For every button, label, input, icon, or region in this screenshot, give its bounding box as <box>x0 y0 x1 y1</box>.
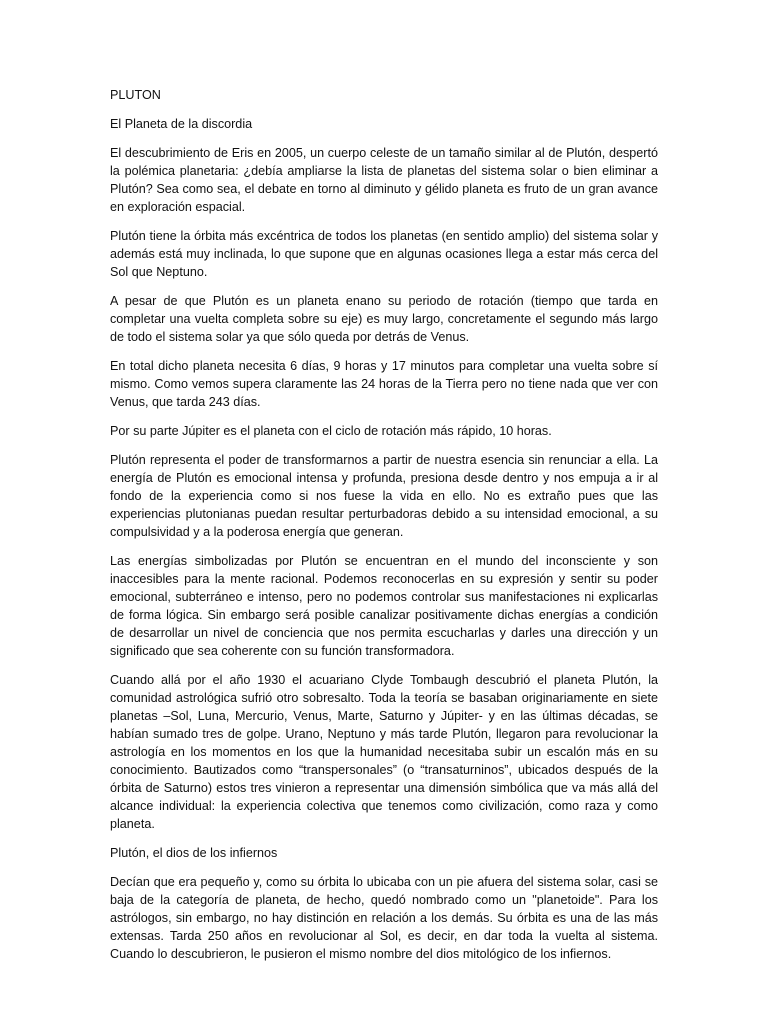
paragraph: Plutón representa el poder de transformarnos a partir de nuestra esencia sin renunciar a ella. La energía de Plutón es emocional intensa y profunda, presiona desde dentro y nos empuja a ir al fondo de la experiencia como si nos fuese la vida en ello. No es extraño pues que las experiencias plutonianas puedan resultar perturbadoras debido a su intensidad emocional, a su compulsividad y a la poderosa energía que generan. <box>110 453 658 539</box>
paragraph: Por su parte Júpiter es el planeta con el ciclo de rotación más rápido, 10 horas. <box>110 424 552 438</box>
paragraph: A pesar de que Plutón es un planeta enano su periodo de rotación (tiempo que tarda en completar una vuelta completa sobre su eje) es muy largo, concretamente el segundo más largo de todo el sistema solar ya que sólo queda por detrás de Venus. <box>110 294 658 344</box>
document-title: PLUTON <box>110 88 161 102</box>
section-heading: Plutón, el dios de los infiernos <box>110 846 278 860</box>
paragraph: En total dicho planeta necesita 6 días, 9 horas y 17 minutos para completar una vuelta sobre sí mismo. Como vemos supera claramente las 24 horas de la Tierra pero no tiene nada que ver con Venus, que tarda 243 días. <box>110 359 658 409</box>
document-subtitle: El Planeta de la discordia <box>110 117 253 131</box>
paragraph: Las energías simbolizadas por Plutón se encuentran en el mundo del inconsciente y son inaccesibles para la mente racional. Podemos reconocerlas en su expresión y sentir su poder emocional, subterráneo e intenso, pero no podemos controlar sus manifestaciones ni explicarlas de forma lógica. Sin embargo será posible canalizar positivamente dichas energías a condición de desarrollar un nivel de conciencia que nos permita escucharlas y darles una dirección y un significado que sea coherente con su función transformadora. <box>110 554 658 658</box>
paragraph: Plutón tiene la órbita más excéntrica de todos los planetas (en sentido amplio) del sistema solar y además está muy inclinada, lo que supone que en algunas ocasiones llega a estar más cerca del Sol que Neptuno. <box>110 229 658 279</box>
section-paragraph: Decían que era pequeño y, como su órbita lo ubicaba con un pie afuera del sistema solar, casi se baja de la categoría de planeta, de hecho, quedó nombrado como un "planetoide". Para los astrólogos, sin embargo, no hay distinción en relación a los demás. Su órbita es una de las más extensas. Tarda 250 años en revolucionar al Sol, es decir, en dar toda la vuelta al sistema. Cuando lo descubrieron, le pusieron el mismo nombre del dios mitológico de los infiernos. <box>110 875 658 961</box>
paragraph: El descubrimiento de Eris en 2005, un cuerpo celeste de un tamaño similar al de Plutón, despertó la polémica planetaria: ¿debía ampliarse la lista de planetas del sistema solar o bien eliminar a Plutón? Sea como sea, el debate en torno al diminuto y gélido planeta es fruto de un gran avance en exploración espacial. <box>110 146 658 214</box>
paragraph: Cuando allá por el año 1930 el acuariano Clyde Tombaugh descubrió el planeta Plutón, la comunidad astrológica sufrió otro sobresalto. Toda la teoría se basaban originariamente en siete planetas –Sol, Luna, Mercurio, Venus, Marte, Saturno y Júpiter- y en las últimas décadas, se habían sumado tres de golpe. Urano, Neptuno y más tarde Plutón, llegaron para revolucionar la astrología en los momentos en los que la humanidad necesitaba subir un escalón más en su conocimiento. Bautizados como “transpersonales” (o “transaturninos”, ubicados después de la órbita de Saturno) estos tres vinieron a representar una dimensión simbólica que va más allá del alcance individual: la experiencia colectiva que tenemos como civilización, como raza y como planeta. <box>110 673 658 831</box>
